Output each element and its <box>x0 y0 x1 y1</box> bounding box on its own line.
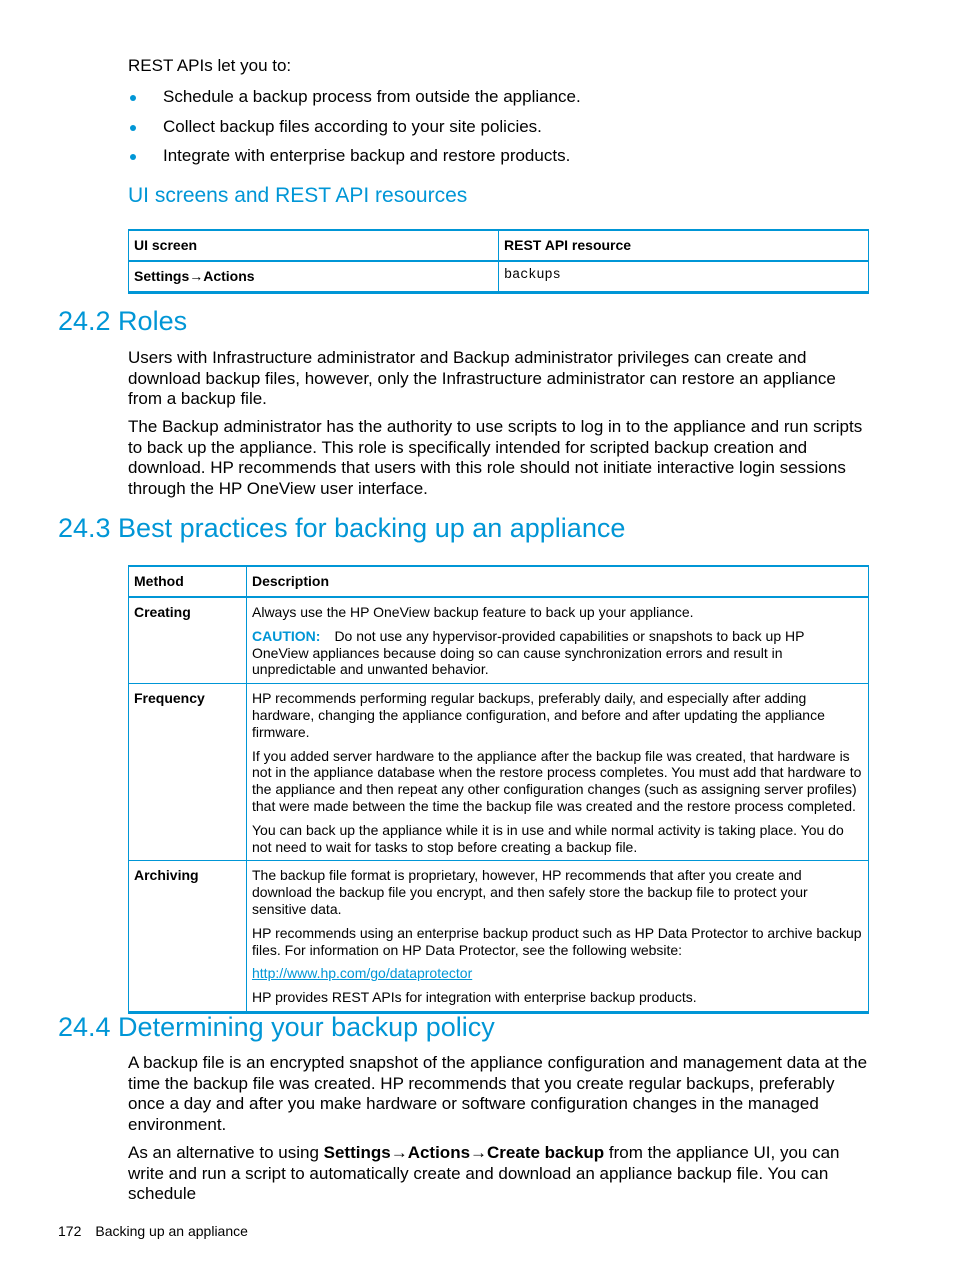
policy-heading: 24.4 Determining your backup policy <box>58 1012 495 1042</box>
caution-note: CAUTION: Do not use any hypervisor-provided capabilities or snapshots to back up HP OneView appliances because doing so can cause synchronization errors and result in unpredictable and unwanted behavior. <box>252 627 805 678</box>
page-footer <box>58 1223 248 1239</box>
list-item: Schedule a backup process from outside the appliance. <box>128 86 868 116</box>
resource-cell: backups <box>499 261 869 293</box>
column-header: Description <box>247 566 869 597</box>
method-cell: Archiving <box>129 861 247 1013</box>
method-cell: Frequency <box>129 684 247 861</box>
table-header-row <box>129 566 869 597</box>
method-cell: Creating <box>129 597 247 684</box>
intro-text: REST APIs let you to: <box>128 56 292 75</box>
column-header: UI screen <box>129 230 499 261</box>
roles-paragraph-2: The Backup administrator has the authority to use scripts to log in to the appliance and run scripts to back up the appliance. This role is specifically intended for scripted backup creation and download. HP recommends that users with this role should not initiate interactive login sessions through the HP OneView user interface. <box>128 417 863 498</box>
bullet-icon <box>130 125 136 131</box>
list-item: Collect backup files according to your site policies. <box>128 116 868 146</box>
roles-paragraph-1: Users with Infrastructure administrator and Backup administrator privileges can create and download backup files, however, only the Infrastructure administrator can restore an appliance from a backup file. <box>128 348 836 408</box>
chapter-title: Backing up an appliance <box>95 1223 248 1239</box>
policy-paragraph-2: As an alternative to using Settings→Actions→Create backup from the appliance UI, you can write and run a script to automatically create and download an appliance backup file. You can schedule <box>128 1143 840 1203</box>
description-cell: HP recommends performing regular backups, preferably daily, and especially after adding hardware, changing the appliance configuration, and before and after updating the appliance firmware. If you added server hardware to the appliance after the backup file was created, that hardware is not in the appliance database when the restore process completes. You must add that hardware to the appliance and then repeat any other configuration changes (such as assigning server profiles) that were made between the time the backup file was created and the restore process completed. You can back up the appliance while it is in use and while normal activity is taking place. You do not need to wait for tasks to stop before creating a backup file. <box>247 684 869 861</box>
bullet-list <box>128 86 868 175</box>
table-header-row <box>129 230 869 261</box>
ui-screen-cell: Settings→Actions <box>129 261 499 293</box>
bullet-icon <box>130 154 136 160</box>
subheading: UI screens and REST API resources <box>128 184 468 207</box>
table-row <box>129 597 869 684</box>
policy-paragraph-1: A backup file is an encrypted snapshot of the appliance configuration and management data at the time the backup file was created. HP recommends that you create regular backups, preferably once a day and after you make hardware or software configuration changes in the managed environment. <box>128 1053 868 1134</box>
table-row <box>129 261 869 293</box>
best-practices-heading: 24.3 Best practices for backing up an appliance <box>58 513 626 543</box>
column-header: Method <box>129 566 247 597</box>
description-cell: The backup file format is proprietary, however, HP recommends that after you create and download the backup file you encrypt, and then safely store the backup file to protect your sensitive data. HP recommends using an enterprise backup product such as HP Data Protector to archive backup files. For information on HP Data Protector, see the following website: http://www.hp.com/go/dataprotector HP provides REST APIs for integration with enterprise backup products. <box>247 861 869 1013</box>
caution-label: CAUTION: <box>252 627 321 644</box>
bullet-icon <box>130 95 136 101</box>
column-header: REST API resource <box>499 230 869 261</box>
best-practices-table <box>128 565 869 1014</box>
table-row <box>129 684 869 861</box>
dataprotector-link[interactable]: http://www.hp.com/go/dataprotector <box>252 965 473 982</box>
ui-resource-table <box>128 229 869 294</box>
table-row <box>129 861 869 1013</box>
list-item: Integrate with enterprise backup and restore products. <box>128 145 868 175</box>
roles-heading: 24.2 Roles <box>58 306 188 336</box>
page-number: 172 <box>58 1223 82 1239</box>
description-cell: Always use the HP OneView backup feature to back up your appliance. CAUTION: Do not use any hypervisor-provided capabilities or snapshots to back up HP OneView appliances because doing so can cause synchronization errors and result in unpredictable and unwanted behavior. <box>247 597 869 684</box>
